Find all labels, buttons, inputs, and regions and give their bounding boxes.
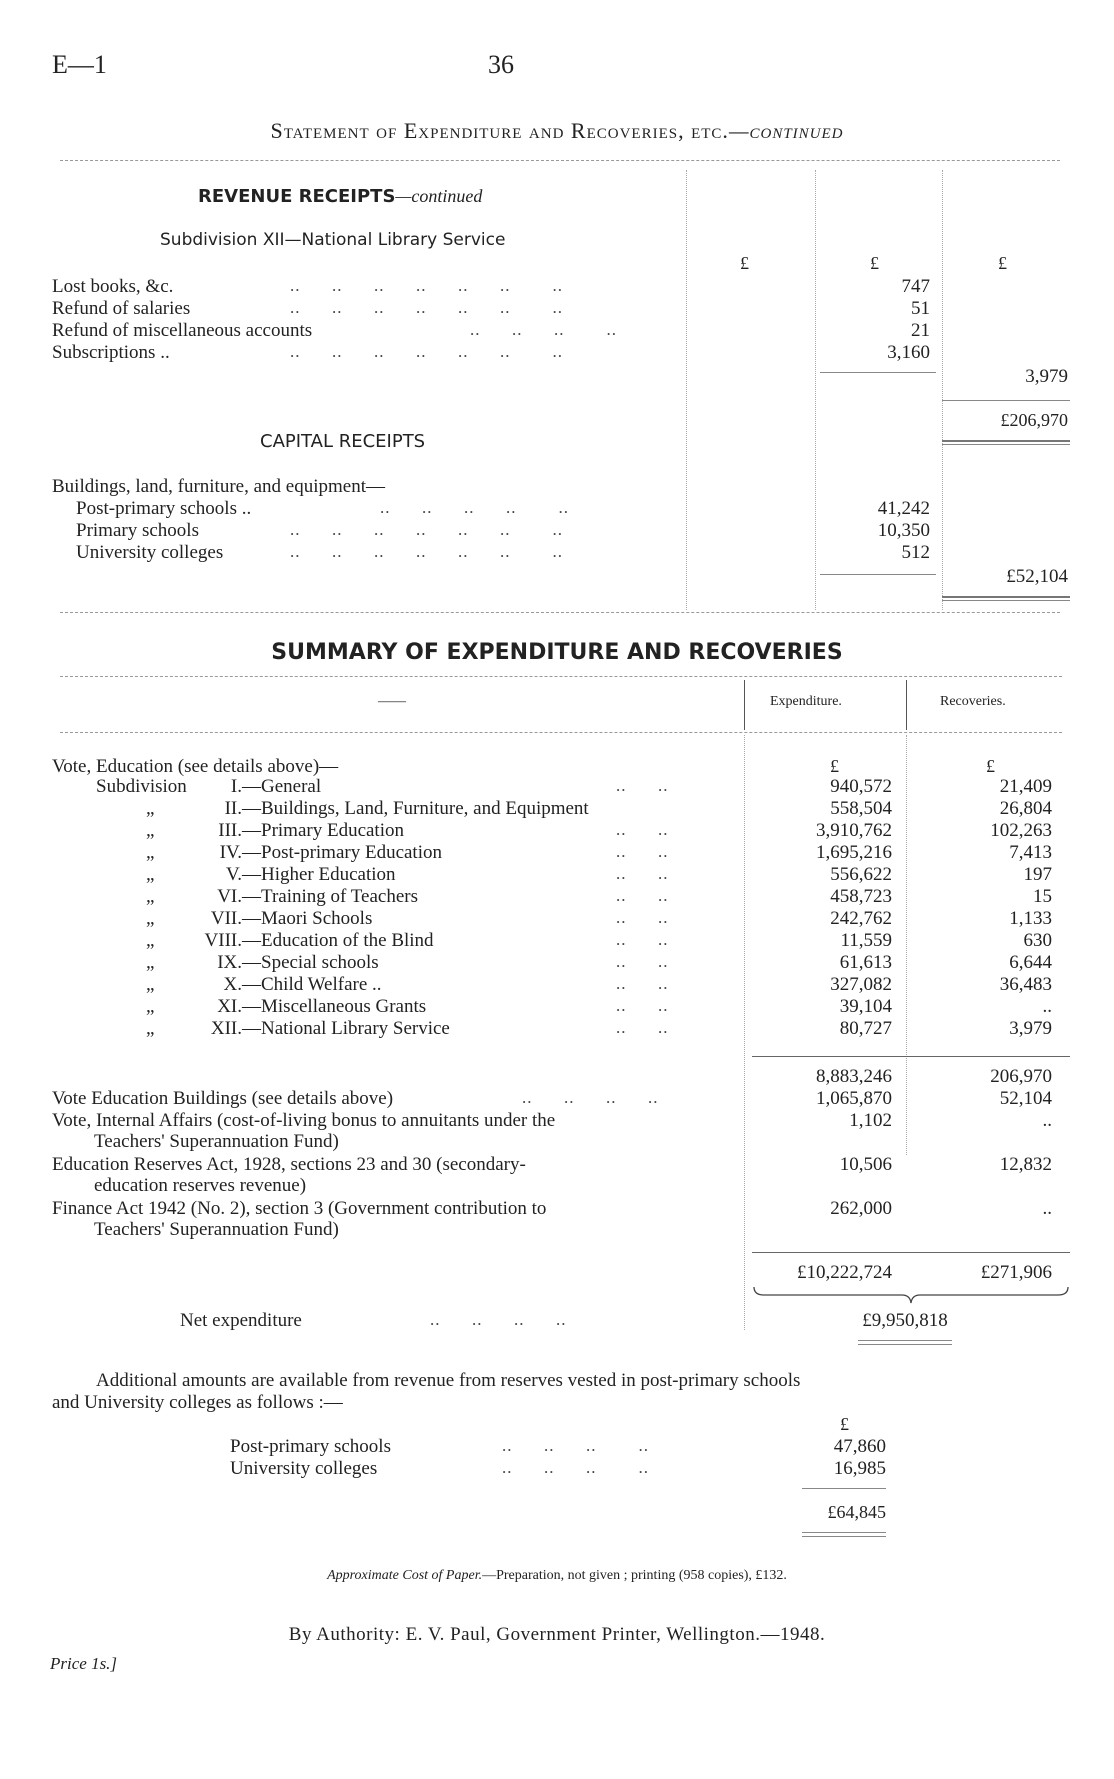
- other-vote-exp: 262,000: [830, 1198, 892, 1219]
- summary-heading: SUMMARY OF EXPENDITURE AND RECOVERIES: [271, 640, 843, 665]
- grand-total-rule: [942, 440, 1070, 442]
- subdivision-recoveries: 6,644: [1009, 952, 1052, 973]
- page-title-main: Statement of Expenditure and Recoveries, etc.: [270, 118, 729, 143]
- subdivision-expenditure: 11,559: [840, 930, 892, 951]
- other-vote-rec: ..: [1042, 1110, 1052, 1131]
- other-vote-label: Finance Act 1942 (No. 2), section 3 (Government contribution to: [52, 1198, 547, 1219]
- subdivision-expenditure: 61,613: [839, 952, 892, 973]
- leader-dots: .. ..: [616, 842, 669, 861]
- summary-top-rule: [60, 676, 1062, 677]
- revenue-heading-cont: —continued: [395, 186, 483, 206]
- leader-dots: .. ..: [616, 886, 669, 905]
- subdivision-label: —Child Welfare ..: [242, 974, 382, 995]
- leader-dots: .. ..: [616, 930, 669, 949]
- other-vote-rec: 12,832: [999, 1154, 1052, 1175]
- total-exp: £10,222,724: [797, 1262, 892, 1283]
- other-vote-exp: 1,102: [849, 1110, 892, 1131]
- other-vote-exp: 1,065,870: [816, 1088, 892, 1109]
- capital-item-amount: 41,242: [877, 498, 930, 519]
- leader-dots: .. ..: [616, 974, 669, 993]
- subdivision-label: —Miscellaneous Grants: [242, 996, 427, 1017]
- capital-heading: CAPITAL RECEIPTS: [260, 431, 426, 452]
- other-vote-label-cont: Teachers' Superannuation Fund): [94, 1219, 339, 1240]
- subdivision-number: VI.: [217, 886, 242, 907]
- ditto-mark: „: [146, 908, 155, 929]
- leader-dots: .. ..: [616, 996, 669, 1015]
- subdivision-label: —Primary Education: [242, 820, 404, 841]
- subdivision-label: —Special schools: [242, 952, 379, 973]
- additional-text-1: Additional amounts are available from revenue from reserves vested in post-primary schools: [96, 1370, 801, 1391]
- subdivision-expenditure: 558,504: [830, 798, 892, 819]
- subdivision-number: XI.: [217, 996, 242, 1017]
- subdivision-number: V.: [225, 864, 242, 885]
- subtotal-exp: 8,883,246: [816, 1066, 892, 1087]
- net-expenditure-label: Net expenditure: [180, 1310, 302, 1331]
- page-code: E—1: [52, 50, 107, 79]
- subdivision-number: XII.: [210, 1018, 242, 1039]
- subdivision-recoveries: 3,979: [1009, 1018, 1052, 1039]
- ditto-mark: „: [146, 1018, 155, 1039]
- vote-education-label: Vote, Education (see details above)—: [52, 756, 339, 777]
- additional-item-label: University colleges: [230, 1458, 378, 1479]
- additional-total-rule-1: [802, 1532, 886, 1533]
- additional-total-rule-2: [802, 1536, 886, 1537]
- other-vote-label: Education Reserves Act, 1928, sections 23 and 30 (secondary-: [52, 1154, 526, 1175]
- subdivision-number: VIII.: [204, 930, 242, 951]
- printer-authority: By Authority: E. V. Paul, Government Printer, Wellington.—1948.: [288, 1624, 826, 1645]
- subdivision-expenditure: 458,723: [830, 886, 892, 907]
- leader-dots: .. ..: [616, 908, 669, 927]
- leader-dots: .. ..: [616, 952, 669, 971]
- net-expenditure-value: £9,950,818: [862, 1310, 948, 1331]
- leader-dots: .. ..: [616, 864, 669, 883]
- subdivision-number: II.: [224, 798, 242, 819]
- capital-total-rule-2: [942, 600, 1070, 601]
- additional-text-2: and University colleges as follows :—: [52, 1392, 343, 1413]
- other-vote-label-cont: Teachers' Superannuation Fund): [94, 1131, 339, 1152]
- subdivision-expenditure: 1,695,216: [816, 842, 892, 863]
- revenue-grand-total: £206,970: [1000, 410, 1068, 430]
- additional-total: £64,845: [827, 1502, 886, 1522]
- leader-dots: .. ..: [616, 1018, 669, 1037]
- subdivision-label: —Buildings, Land, Furniture, and Equipment: [242, 798, 589, 819]
- section-rule: [60, 612, 1060, 613]
- subdivision-expenditure: 242,762: [830, 908, 892, 929]
- capital-item-label: Post-primary schools ..: [76, 498, 252, 519]
- subdivision-label: —Training of Teachers: [242, 886, 418, 907]
- subtotal-rec: 206,970: [990, 1066, 1052, 1087]
- net-rule-2: [858, 1344, 952, 1345]
- other-vote-label: Vote, Internal Affairs (cost-of-living bonus to annuitants under the: [52, 1110, 556, 1131]
- revenue-heading: [198, 186, 482, 207]
- capital-item-amount: 512: [901, 542, 930, 563]
- revenue-subheading: Subdivision XII—National Library Service: [160, 230, 506, 250]
- cost-of-paper: [0, 1568, 1114, 1584]
- currency-exp: £: [830, 756, 839, 776]
- subdivision-word: Subdivision: [96, 776, 187, 797]
- subdivision-recoveries: ..: [1042, 996, 1052, 1017]
- subdivision-recoveries: 197: [1023, 864, 1052, 885]
- total-rec: £271,906: [980, 1262, 1052, 1283]
- capital-item-amount: 10,350: [877, 520, 930, 541]
- summary-col-expenditure: Expenditure.: [770, 694, 842, 709]
- subdivision-recoveries: 36,483: [999, 974, 1052, 995]
- additional-subtotal-rule: [802, 1488, 886, 1489]
- price: Price 1s.]: [50, 1654, 118, 1673]
- additional-item-label: Post-primary schools: [230, 1436, 391, 1457]
- ditto-mark: „: [146, 952, 155, 973]
- subdivision-number: X.: [223, 974, 242, 995]
- other-vote-label-cont: education reserves revenue): [94, 1175, 307, 1196]
- subdivision-recoveries: 21,409: [999, 776, 1052, 797]
- capital-total: £52,104: [1006, 566, 1068, 587]
- title-rule: [60, 160, 1060, 161]
- additional-currency: £: [840, 1414, 849, 1434]
- summary-header-divider-2: [906, 680, 907, 730]
- total-brace: [752, 1285, 1070, 1305]
- capital-item-label: University colleges: [76, 542, 224, 563]
- leader-dots: .. ..: [616, 820, 669, 839]
- ditto-mark: „: [146, 864, 155, 885]
- subdivision-expenditure: 940,572: [830, 776, 892, 797]
- currency-mark-2: £: [870, 253, 879, 273]
- capital-subtotal-rule: [820, 574, 936, 575]
- revenue-total: 3,979: [1025, 366, 1068, 387]
- col-divider-1: [686, 170, 687, 610]
- subdivision-label: —Education of the Blind: [242, 930, 434, 951]
- subdivision-expenditure: 39,104: [839, 996, 892, 1017]
- subdivision-label: —National Library Service: [242, 1018, 450, 1039]
- revenue-item-label: Refund of salaries: [52, 298, 191, 319]
- subdivision-recoveries: 7,413: [1009, 842, 1052, 863]
- other-vote-rec: ..: [1042, 1198, 1052, 1219]
- revenue-item-label: Lost books, &c.: [52, 276, 174, 297]
- leader-dots: .. ..: [616, 776, 669, 795]
- subdivision-label: —Post-primary Education: [242, 842, 442, 863]
- summary-col-divider-2: [906, 735, 907, 1155]
- net-rule-1: [858, 1340, 952, 1341]
- subdivision-number: IV.: [219, 842, 242, 863]
- grand-total-rule-2: [942, 444, 1070, 445]
- additional-item-amount: 47,860: [833, 1436, 886, 1457]
- revenue-item-label: Refund of miscellaneous accounts: [52, 320, 313, 341]
- subdivision-label: —General: [242, 776, 322, 797]
- ditto-mark: „: [146, 996, 155, 1017]
- revenue-subtotal-rule: [820, 372, 936, 373]
- subtotal-rule: [752, 1056, 1070, 1057]
- subdivision-number: I.: [230, 776, 242, 797]
- revenue-item-amount: 3,160: [887, 342, 930, 363]
- subdivision-expenditure: 3,910,762: [816, 820, 892, 841]
- revenue-item-amount: 21: [911, 320, 930, 341]
- revenue-item-amount: 747: [901, 276, 930, 297]
- col-divider-3: [942, 170, 943, 610]
- cost-of-paper-text: —Preparation, not given ; printing (958 copies), £132.: [482, 1568, 787, 1583]
- subdivision-label: —Higher Education: [242, 864, 396, 885]
- subdivision-recoveries: 630: [1023, 930, 1052, 951]
- subdivision-number: VII.: [210, 908, 242, 929]
- ditto-mark: „: [146, 886, 155, 907]
- capital-total-rule: [942, 596, 1070, 598]
- additional-item-amount: 16,985: [833, 1458, 886, 1479]
- total-rule: [752, 1252, 1070, 1253]
- other-vote-exp: 10,506: [839, 1154, 892, 1175]
- col-divider-2: [815, 170, 816, 610]
- revenue-item-amount: 51: [911, 298, 930, 319]
- cost-of-paper-italic: Approximate Cost of Paper.: [327, 1568, 483, 1583]
- subdivision-expenditure: 556,622: [830, 864, 892, 885]
- other-vote-label: Vote Education Buildings (see details above): [52, 1088, 394, 1109]
- page-title: [0, 118, 1114, 144]
- page-number: 36: [488, 50, 514, 79]
- ditto-mark: „: [146, 974, 155, 995]
- capital-group-label: Buildings, land, furniture, and equipment—: [52, 476, 385, 497]
- summary-col-divider-1: [744, 735, 745, 1330]
- ditto-mark: „: [146, 798, 155, 819]
- subdivision-recoveries: 1,133: [1009, 908, 1052, 929]
- subdivision-recoveries: 26,804: [999, 798, 1052, 819]
- ditto-mark: „: [146, 820, 155, 841]
- currency-mark-3: £: [998, 253, 1007, 273]
- capital-item-label: Primary schools: [76, 520, 199, 541]
- subdivision-number: III.: [218, 820, 242, 841]
- page-title-continued: —continued: [728, 118, 844, 143]
- subdivision-expenditure: 327,082: [830, 974, 892, 995]
- revenue-heading-text: REVENUE RECEIPTS: [198, 186, 396, 207]
- summary-col-recoveries: Recoveries.: [940, 694, 1006, 709]
- currency-rec: £: [986, 756, 995, 776]
- revenue-total-rule: [942, 400, 1070, 401]
- subdivision-number: IX.: [217, 952, 242, 973]
- subdivision-recoveries: 102,263: [990, 820, 1052, 841]
- ditto-mark: „: [146, 930, 155, 951]
- subdivision-label: —Maori Schools: [242, 908, 373, 929]
- summary-header-divider-1: [744, 680, 745, 730]
- summary-header-rule: [60, 732, 1062, 733]
- subdivision-recoveries: 15: [1033, 886, 1052, 907]
- currency-mark-1: £: [740, 253, 749, 273]
- ditto-mark: „: [146, 842, 155, 863]
- other-vote-rec: 52,104: [999, 1088, 1052, 1109]
- summary-col-blank: ——: [378, 694, 406, 709]
- subdivision-expenditure: 80,727: [839, 1018, 892, 1039]
- revenue-item-label: Subscriptions ..: [52, 342, 170, 363]
